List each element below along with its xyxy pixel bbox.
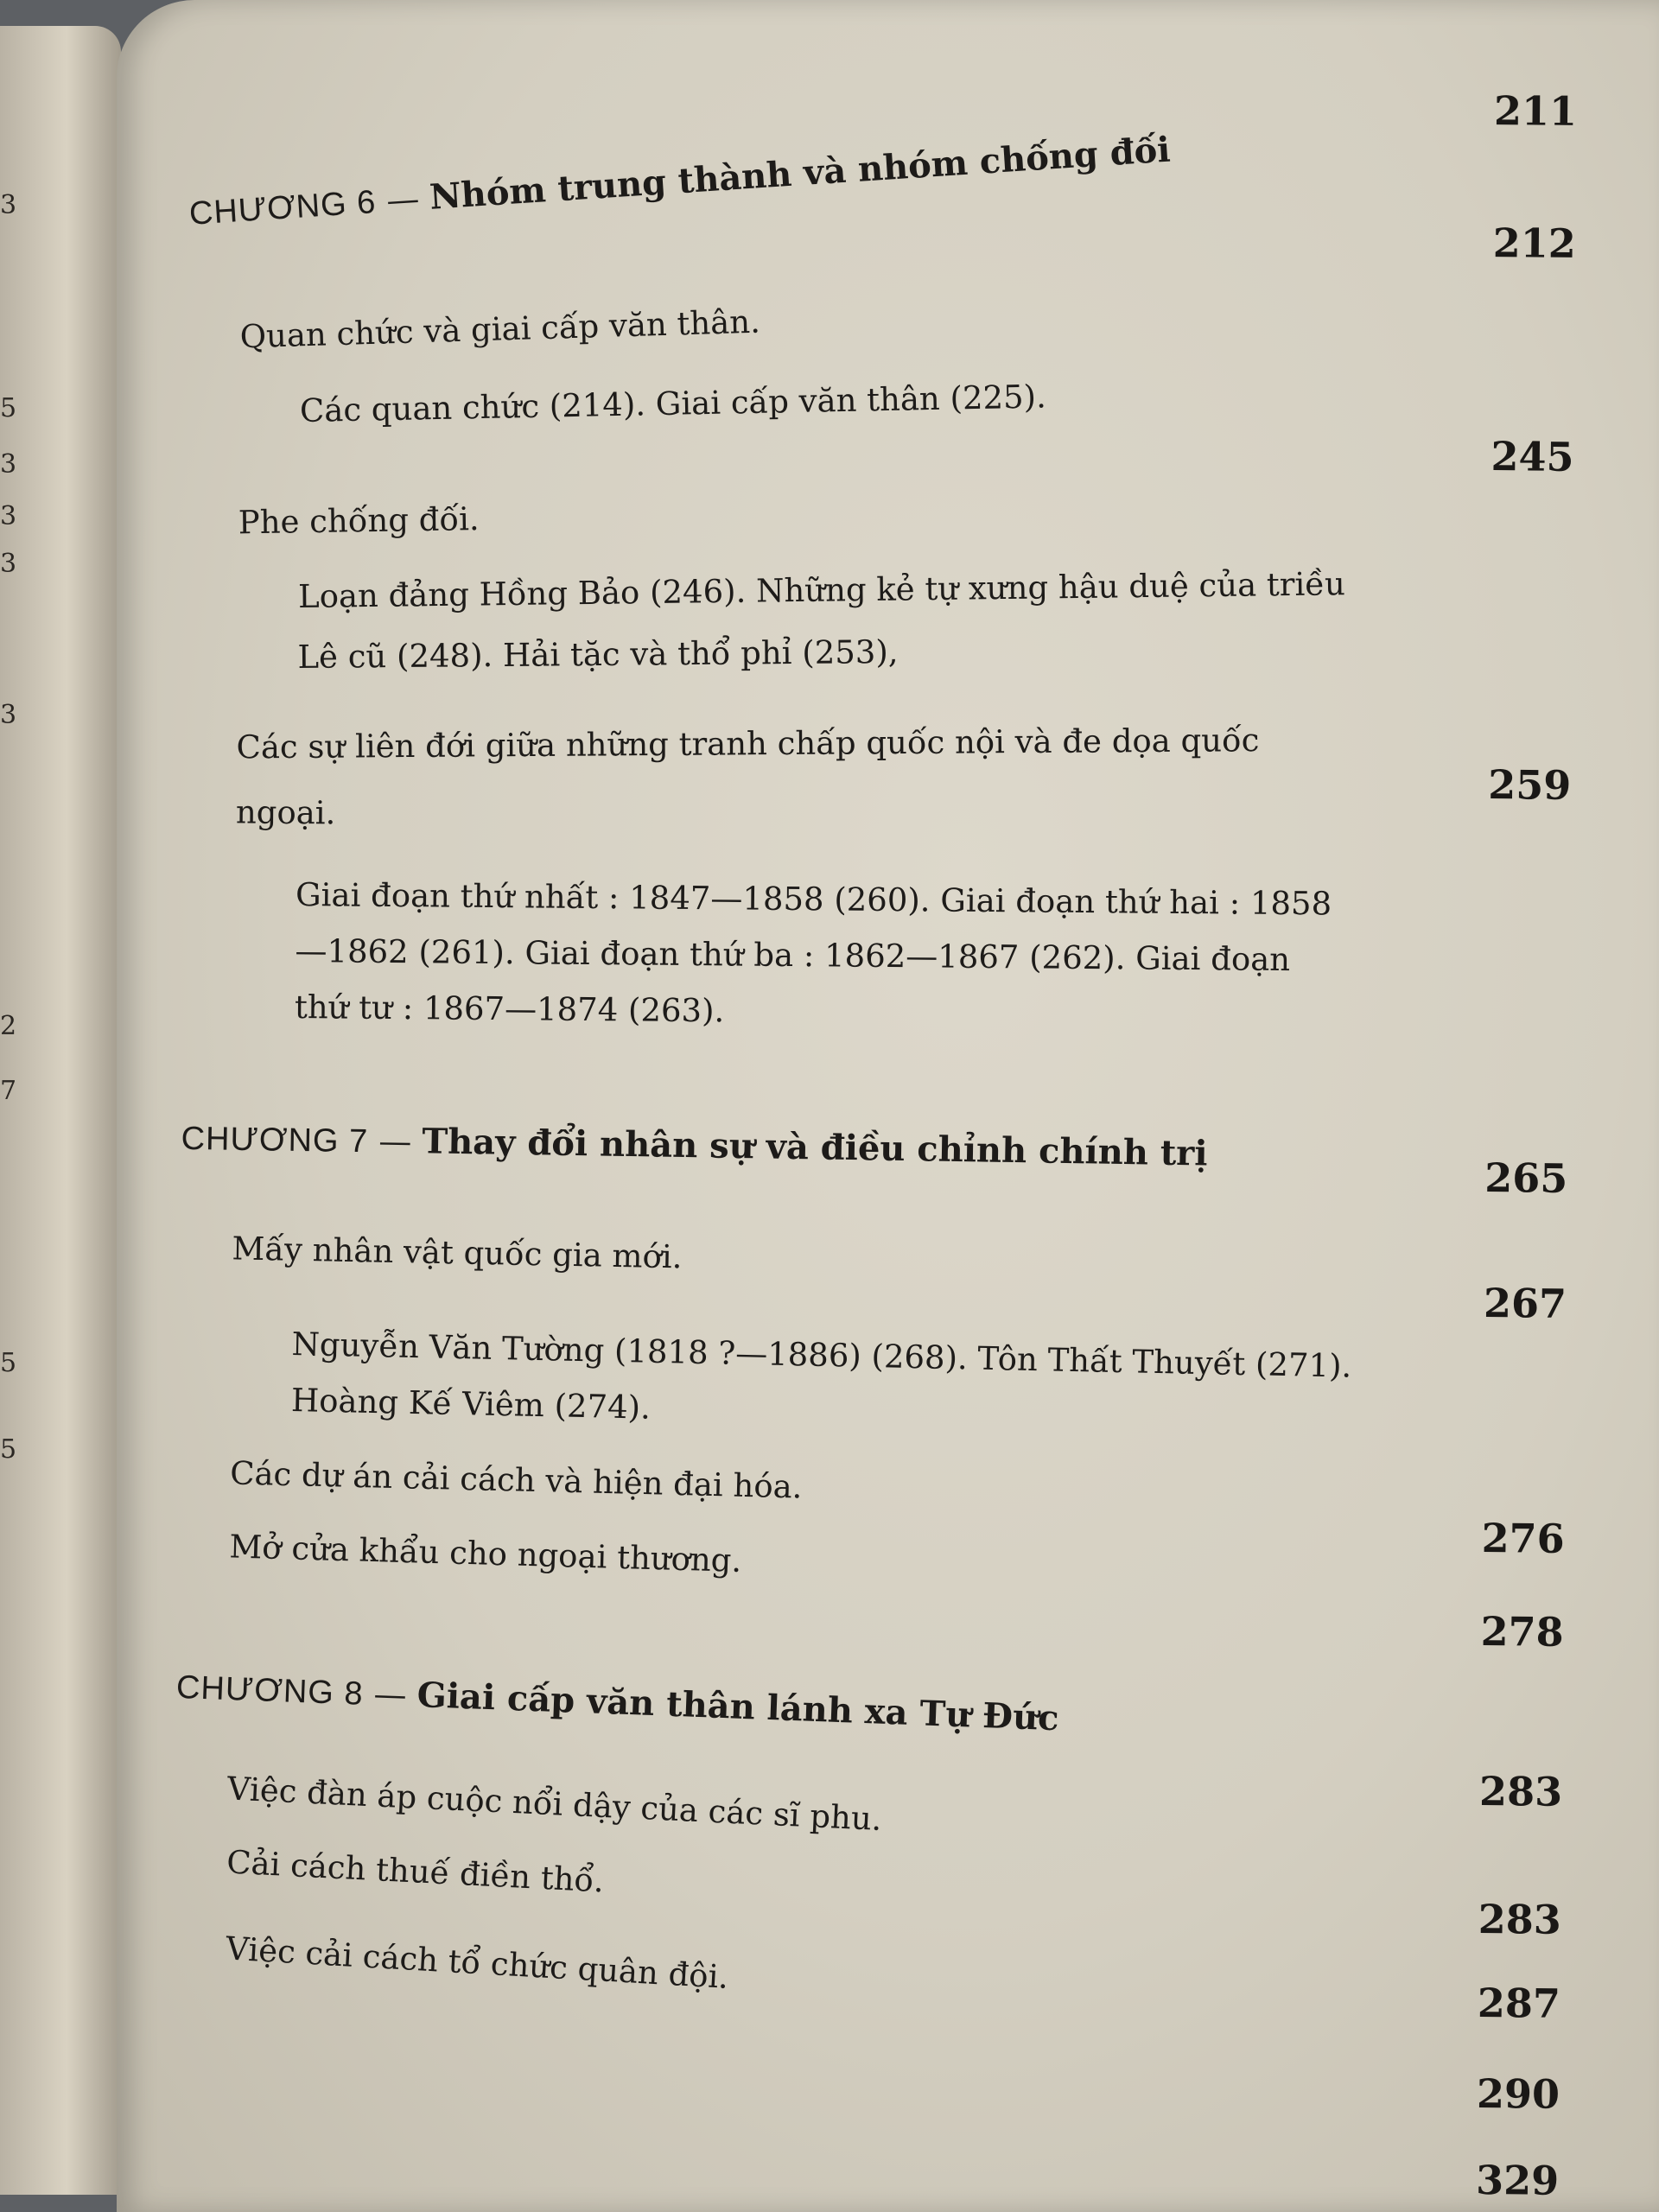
table-of-contents [117, 0, 1659, 2212]
toc-subsection: thứ tư : 1867—1874 (263). [294, 988, 725, 1030]
chapter-8-heading: CHƯƠNG 8 — Giai cấp văn thân lánh xa Tự Đức [175, 1669, 1060, 1739]
page-number: 276 [1481, 1515, 1565, 1562]
edge-number: 5 [0, 393, 17, 423]
toc-subsection: Các quan chức (214). Giai cấp văn thân (225). [299, 378, 1047, 430]
toc-subsection: —1862 (261). Giai đoạn thứ ba : 1862—1867 (262). Giai đoạn [295, 932, 1291, 979]
page-number: 278 [1480, 1608, 1564, 1656]
toc-section: Cải cách thuế điền thổ. [226, 1843, 605, 1900]
edge-number: 5 [0, 1348, 17, 1378]
chapter-title: Thay đổi nhân sự và điều chỉnh chính trị [422, 1121, 1208, 1174]
page-number: 267 [1483, 1280, 1567, 1327]
edge-number: 3 [0, 190, 17, 220]
page-number: 265 [1484, 1154, 1568, 1202]
left-page-edge [0, 26, 121, 2195]
toc-subsection: Nguyễn Văn Tường (1818 ?—1886) (268). Tôn Thất Thuyết (271). [291, 1325, 1352, 1385]
toc-section: Việc đàn áp cuộc nổi dậy của các sĩ phu. [226, 1770, 883, 1839]
edge-number: 3 [0, 449, 17, 480]
page-number: 211 [1493, 87, 1578, 135]
edge-number: 2 [0, 1011, 17, 1041]
toc-section: Việc cải cách tổ chức quân đội. [225, 1929, 730, 1996]
toc-section: Mấy nhân vật quốc gia mới. [232, 1230, 683, 1276]
toc-section: Quan chức và giai cấp văn thân. [239, 302, 761, 356]
page-number: 245 [1491, 433, 1574, 480]
toc-section: Phe chống đối. [238, 500, 480, 542]
chapter-label: CHƯƠNG 6 [188, 183, 378, 232]
toc-subsection: Giai đoạn thứ nhất : 1847—1858 (260). Giai đoạn thứ hai : 1858 [295, 876, 1332, 923]
edge-number: 5 [0, 1434, 17, 1465]
page-number: 259 [1488, 761, 1572, 809]
page-number: 329 [1475, 2156, 1560, 2204]
toc-section: Mở cửa khẩu cho ngoại thương. [228, 1528, 742, 1580]
page-number: 283 [1478, 1895, 1562, 1943]
toc-subsection: Lê cũ (248). Hải tặc và thổ phỉ (253), [297, 632, 899, 677]
chapter-7-heading: CHƯƠNG 7 — Thay đổi nhân sự và điều chỉnh chính trị [181, 1120, 1208, 1174]
edge-number: 7 [0, 1076, 17, 1106]
toc-section: Các dự án cải cách và hiện đại hóa. [229, 1454, 803, 1506]
chapter-title: Nhóm trung thành và nhóm chống đối [428, 129, 1172, 218]
chapter-6-heading: CHƯƠNG 6 — Nhóm trung thành và nhóm chống đối [188, 129, 1172, 232]
page-number: 212 [1492, 219, 1576, 267]
edge-number: 3 [0, 549, 17, 579]
chapter-label: CHƯƠNG 8 [175, 1669, 365, 1713]
page-number: 287 [1477, 1979, 1561, 2027]
chapter-label: CHƯƠNG 7 [181, 1120, 369, 1160]
edge-number: 3 [0, 700, 17, 730]
toc-section: Các sự liên đới giữa những tranh chấp quốc nội và đe dọa quốc [236, 721, 1260, 766]
edge-number: 3 [0, 501, 17, 531]
toc-section: ngoại. [235, 793, 336, 832]
page-number: 283 [1478, 1768, 1563, 1815]
chapter-title: Giai cấp văn thân lánh xa Tự Đức [416, 1675, 1060, 1739]
page-number: 290 [1476, 2069, 1560, 2118]
toc-subsection: Hoàng Kế Viêm (274). [290, 1381, 652, 1427]
book-page [117, 0, 1659, 2212]
toc-subsection: Loạn đảng Hồng Bảo (246). Những kẻ tự xưng hậu duệ của triều [297, 565, 1346, 616]
